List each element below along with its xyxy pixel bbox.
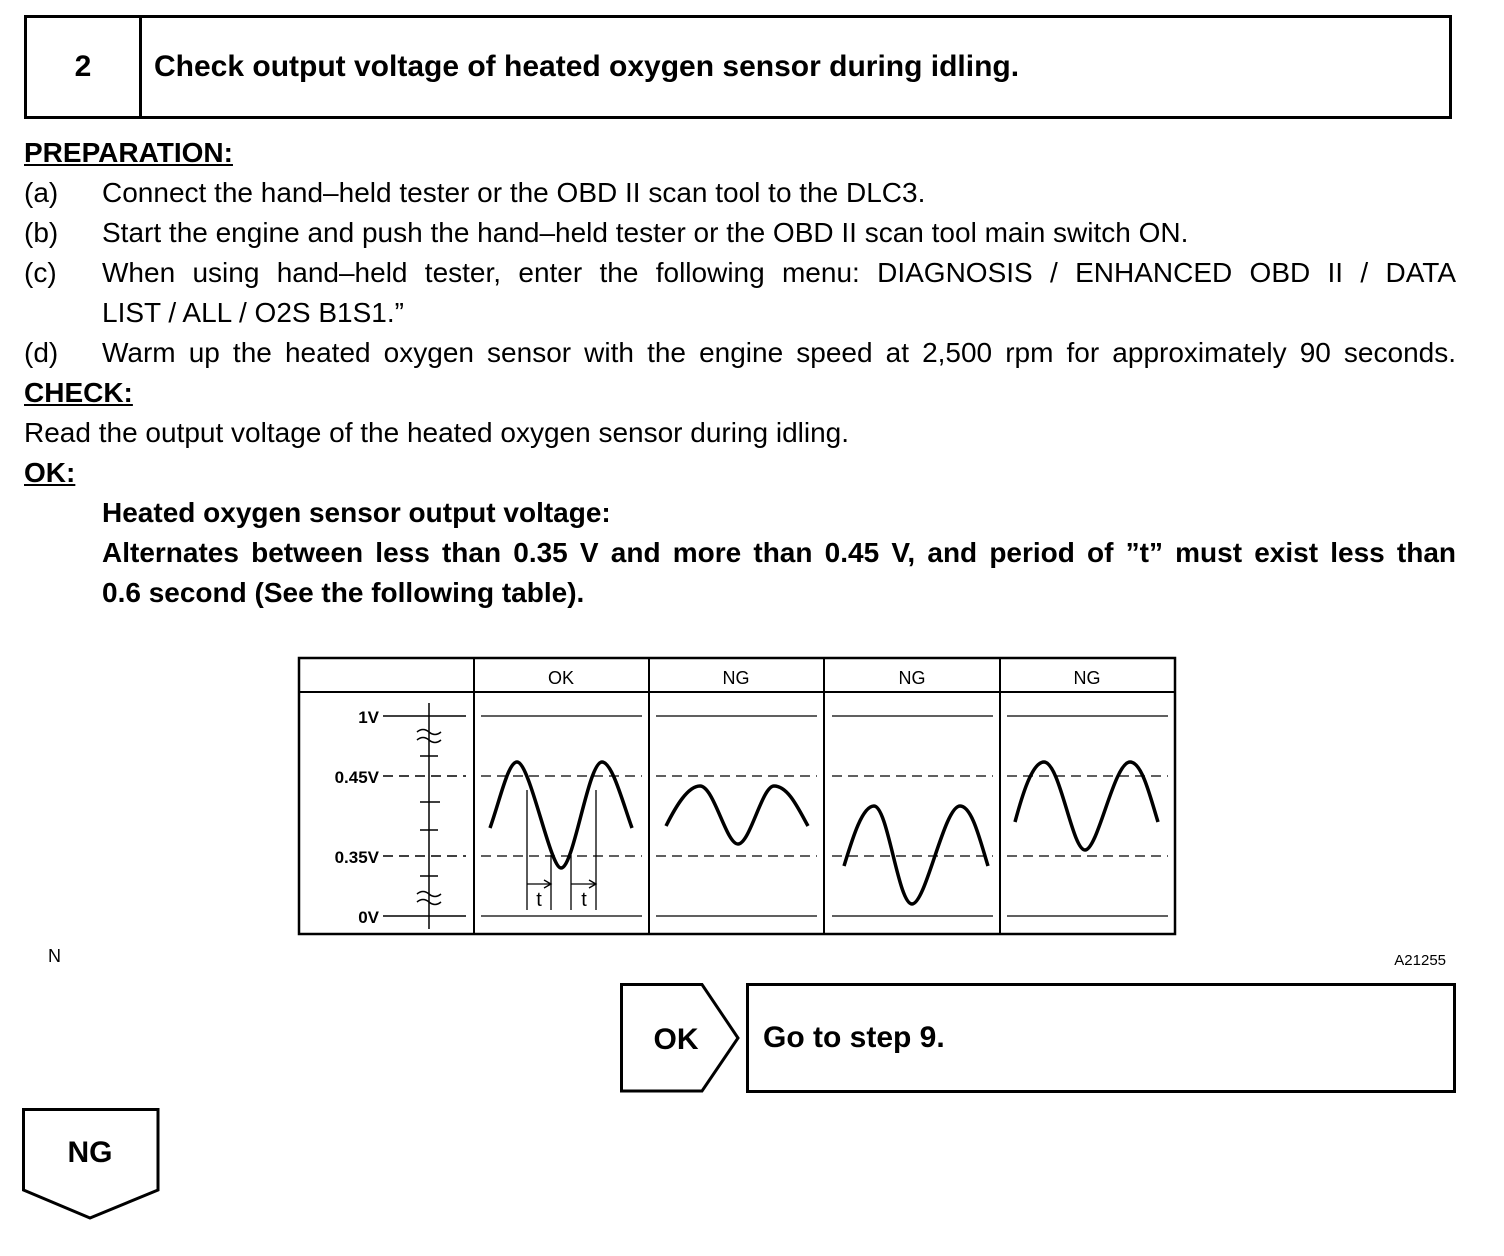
spec-line-2: 0.6 second (See the following table). [102,577,585,608]
prep-label-a: (a) [24,177,59,208]
ok-flow-arrow [620,983,744,1095]
spec-line-1: Alternates between less than 0.35 V and more than 0.45 V, and period of ”t” must exist less than [102,537,1456,568]
y-label-0v: 0V [358,908,379,927]
prep-text-b: Start the engine and push the hand–held tester or the OBD II scan tool main switch ON. [102,217,1189,248]
waveform-ng-2 [844,806,988,904]
y-label-045v: 0.45V [334,768,379,787]
ok-heading: OK: [24,457,76,488]
prep-label-d: (d) [24,337,59,368]
step-number: 2 [27,18,142,116]
waveform-ok [490,762,632,868]
check-heading: CHECK: [24,377,133,408]
step-title: Check output voltage of heated oxygen sensor during idling. [154,50,1020,83]
y-label-1v: 1V [358,708,379,727]
figure-id: A21255 [1394,952,1446,969]
spec-title: Heated oxygen sensor output voltage: [102,497,611,528]
preparation-heading: PREPARATION: [24,137,233,168]
prep-label-b: (b) [24,217,59,248]
ok-action-text: Go to step 9. [763,1021,945,1054]
check-text: Read the output voltage of the heated oxygen sensor during idling. [24,417,850,448]
col-header-ng-1: NG [722,668,750,688]
y-axis-scale [383,703,466,929]
waveform-ng-1 [666,786,808,844]
prep-label-c: (c) [24,257,57,288]
y-label-035v: 0.35V [334,848,379,867]
prep-text-c: When using hand–held tester, enter the following menu: DIAGNOSIS / ENHANCED OBD II / DATA [102,257,1456,288]
col-header-ng-3: NG [1073,668,1101,688]
col-header-ok: OK [547,668,575,688]
ok-flow-label: OK [653,1023,699,1056]
period-label-1: t [536,889,542,911]
period-label-2: t [581,889,587,911]
ok-action-box [746,983,1456,1093]
prep-text-a: Connect the hand–held tester or the OBD II scan tool to the DLC3. [102,177,926,208]
prep-text-d: Warm up the heated oxygen sensor with the engine speed at 2,500 rpm for approximately 90 seconds. [102,337,1456,368]
figure-corner-label: N [48,946,61,966]
ng-flow-arrow [22,1108,162,1222]
col-header-ng-2: NG [898,668,926,688]
ng-flow-label: NG [67,1136,113,1169]
prep-text-c-cont: LIST / ALL / O2S B1S1.” [102,297,404,328]
figure-table-border [299,658,1175,934]
waveform-ng-3 [1015,762,1158,850]
